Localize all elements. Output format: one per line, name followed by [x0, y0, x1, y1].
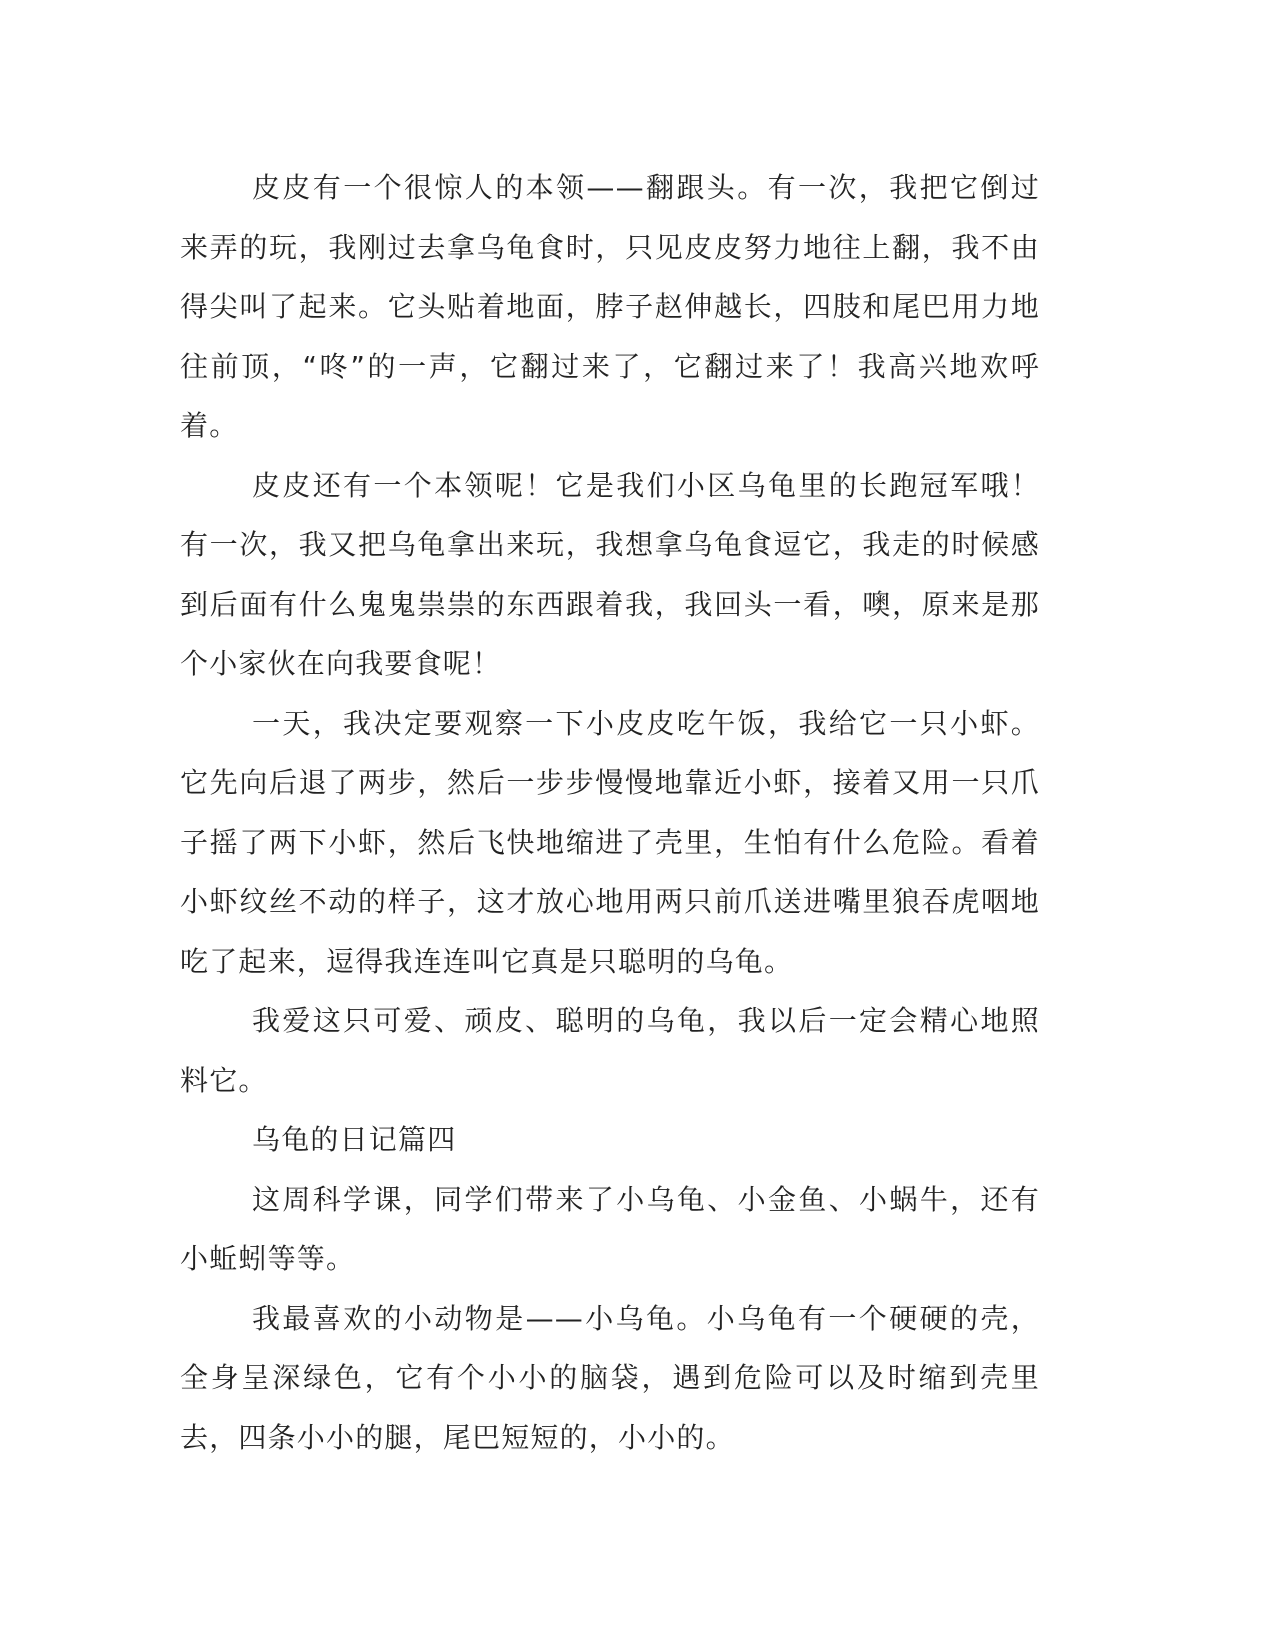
paragraph-somersault: 皮皮有一个很惊人的本领——翻跟头。有一次，我把它倒过来弄的玩，我刚过去拿乌龟食时，只见皮皮努力地往上翻，我不由得尖叫了起来。它头贴着地面，脖子赵伸越长，四肢和尾巴用力地往前顶，“咚”的一声，它翻过来了，它翻过来了！我高兴地欢呼着。 — [180, 171, 1040, 442]
paragraph-love-turtle: 我爱这只可爱、顽皮、聪明的乌龟，我以后一定会精心地照料它。 — [180, 1004, 1040, 1097]
section-title: 乌龟的日记篇四 — [252, 1123, 457, 1156]
paragraph-science-class: 这周科学课，同学们带来了小乌龟、小金鱼、小蜗牛，还有小蚯蚓等等。 — [180, 1182, 1040, 1275]
paragraph-eating-shrimp: 一天，我决定要观察一下小皮皮吃午饭，我给它一只小虾。它先向后退了两步，然后一步步慢慢地靠近小虾，接着又用一只爪子摇了两下小虾，然后飞快地缩进了壳里，生怕有什么危险。看着小虾纹丝不动的样子，这才放心地用两只前爪送进嘴里狼吞虎咽地吃了起来，逗得我连连叫它真是只聪明的乌龟。 — [180, 706, 1040, 978]
document-body — [180, 158, 1040, 1467]
paragraph-favorite-animal: 我最喜欢的小动物是——小乌龟。小乌龟有一个硬硬的壳，全身呈深绿色，它有个小小的脑袋，遇到危险可以及时缩到壳里去，四条小小的腿，尾巴短短的，小小的。 — [180, 1301, 1040, 1454]
paragraph-running-champion: 皮皮还有一个本领呢！它是我们小区乌龟里的长跑冠军哦！有一次，我又把乌龟拿出来玩，我想拿乌龟食逗它，我走的时候感到后面有什么鬼鬼祟祟的东西跟着我，我回头一看，噢，原来是那个小家伙在向我要食呢！ — [180, 468, 1040, 680]
